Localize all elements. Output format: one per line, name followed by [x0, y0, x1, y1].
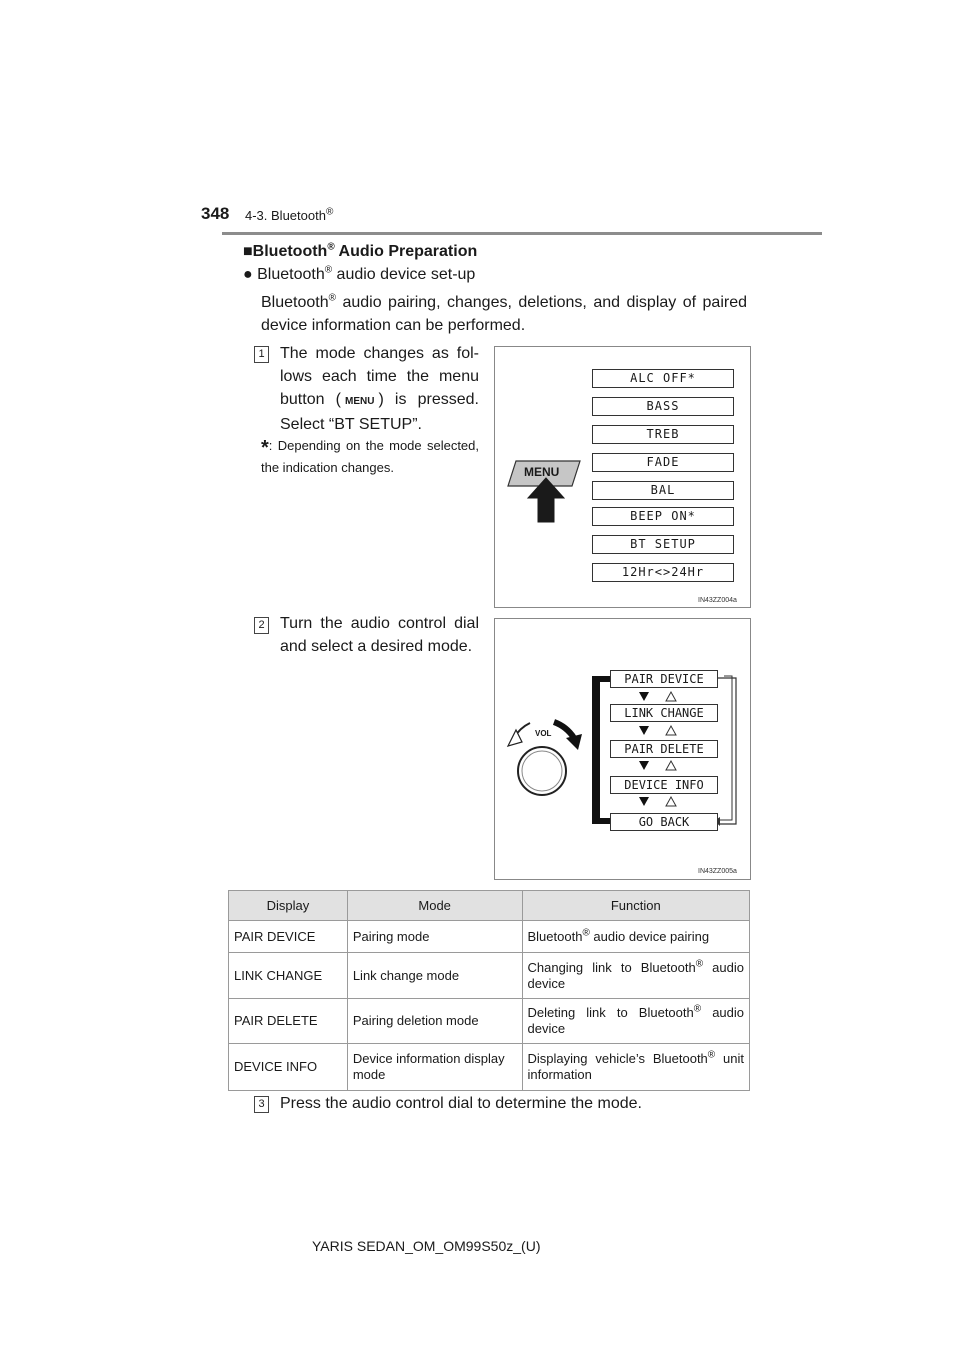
header-display: Display [229, 891, 348, 921]
cell-function: Bluetooth® audio device pairing [522, 921, 750, 953]
cell-display: PAIR DEVICE [229, 921, 348, 953]
footer-doc-id: YARIS SEDAN_OM_OM99S50z_(U) [312, 1238, 541, 1254]
menu-button-label: MENU [524, 465, 560, 479]
circle-bullet-icon: ● [243, 266, 253, 283]
cell-display: LINK CHANGE [229, 953, 348, 999]
header-mode: Mode [347, 891, 522, 921]
mode-item-link-change: LINK CHANGE [610, 704, 718, 722]
cell-function: Deleting link to Bluetooth® audio device [522, 999, 750, 1044]
cell-display: PAIR DELETE [229, 999, 348, 1044]
menu-button-icon: MENU [344, 396, 375, 407]
figure-1-code: IN43ZZ004a [698, 597, 737, 604]
table-row [229, 999, 750, 1044]
menu-item-bal: BAL [592, 481, 734, 500]
step-2-text: Turn the audio control dial and select a desired mode. [280, 615, 479, 655]
table-row [229, 1044, 750, 1091]
mode-item-device-info: DEVICE INFO [610, 776, 718, 794]
menu-item-alc-off: ALC OFF* [592, 369, 734, 388]
header-function: Function [522, 891, 750, 921]
page-number: 348 [201, 204, 230, 223]
cell-mode: Link change mode [347, 953, 522, 999]
table-header-row [229, 891, 750, 921]
cell-mode: Pairing deletion mode [347, 999, 522, 1044]
menu-item-clock-format: 12Hr<>24Hr [592, 563, 734, 582]
mode-item-pair-device: PAIR DEVICE [610, 670, 718, 688]
cell-function: Changing link to Bluetooth® audio device [522, 953, 750, 999]
mode-item-pair-delete: PAIR DELETE [610, 740, 718, 758]
menu-item-beep-on: BEEP ON* [592, 507, 734, 526]
cell-mode: Device information display mode [347, 1044, 522, 1091]
step-1-text: The mode changes as follows each time the menu button ( MENU ) is pressed. Select “BT SETUP”. [280, 345, 480, 433]
mode-function-table [228, 890, 750, 1091]
cell-display: DEVICE INFO [229, 1044, 348, 1091]
menu-item-treb: TREB [592, 425, 734, 444]
cell-function: Displaying vehicle’s Bluetooth® unit information [522, 1044, 750, 1091]
step-1-note: *: Depending on the mode selected, the indication changes. [261, 437, 479, 475]
vol-label: VOL [535, 729, 552, 738]
step-3-text: Press the audio control dial to determine the mode. [280, 1095, 642, 1112]
menu-item-bt-setup: BT SETUP [592, 535, 734, 554]
menu-item-fade: FADE [592, 453, 734, 472]
section-heading: ■Bluetooth® Audio Preparation [243, 241, 478, 260]
step-number-3: 3 [254, 1096, 269, 1113]
figure-2-code: IN43ZZ005a [698, 868, 737, 875]
cell-mode: Pairing mode [347, 921, 522, 953]
subheading: ● Bluetooth® audio device set-up [243, 264, 476, 283]
menu-item-bass: BASS [592, 397, 734, 416]
step-number-1: 1 [254, 346, 269, 363]
step-number-2: 2 [254, 617, 269, 634]
section-title: 4-3. Bluetooth® [245, 206, 334, 223]
header-rule [222, 232, 822, 235]
mode-item-go-back: GO BACK [610, 813, 718, 831]
square-bullet-icon: ■ [243, 243, 253, 260]
table-row [229, 921, 750, 953]
table-row [229, 953, 750, 999]
intro-paragraph: Bluetooth® audio pairing, changes, deletions, and display of paired device information can be performed. [261, 292, 747, 334]
